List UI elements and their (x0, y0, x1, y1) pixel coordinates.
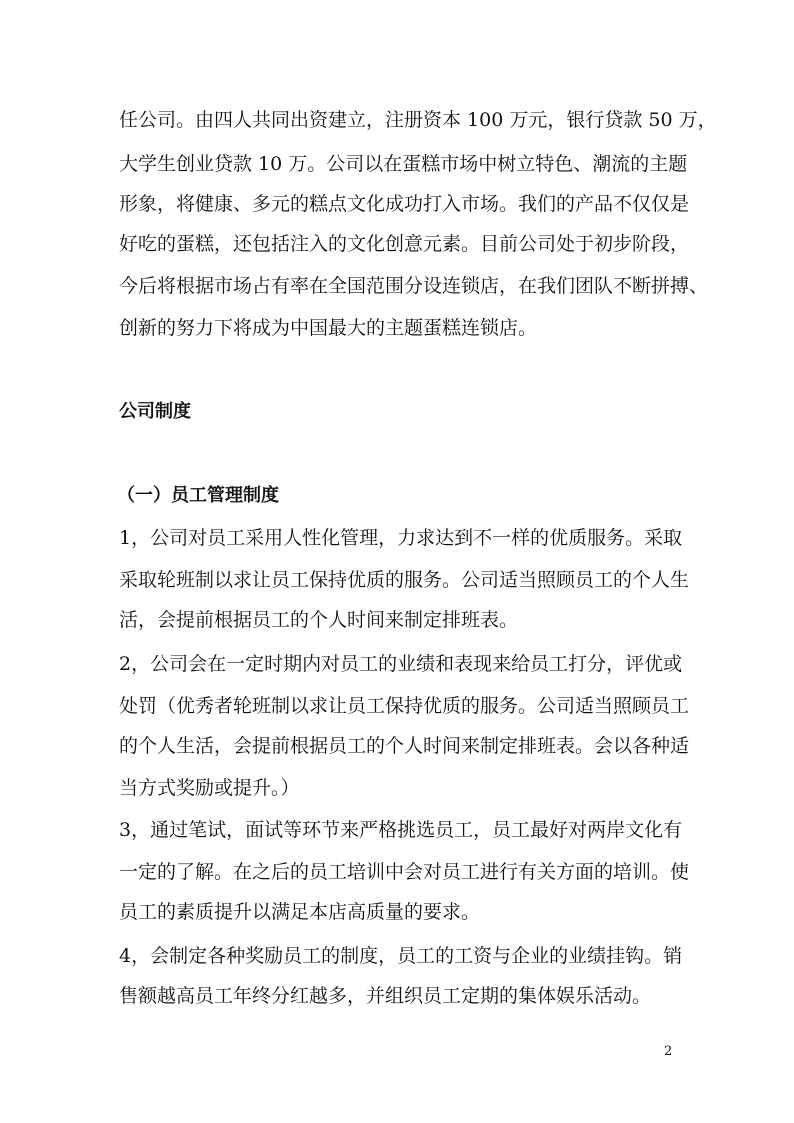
body-line: 一定的了解。在之后的员工培训中会对员工进行有关方面的培训。使 (119, 861, 690, 883)
intro-line: 大学生创业贷款 10 万。公司以在蛋糕市场中树立特色、潮流的主题 (119, 153, 688, 175)
body-line: 的个人生活，会提前根据员工的个人时间来制定排班表。会以各种适 (119, 735, 690, 757)
intro-line: 形象，将健康、多元的糕点文化成功打入市场。我们的产品不仅仅是 (119, 193, 690, 215)
section-title: 公司制度 (119, 401, 191, 422)
intro-line: 好吃的蛋糕，还包括注入的文化创意元素。目前公司处于初步阶段， (119, 233, 690, 255)
page-number: 2 (664, 1044, 673, 1059)
subsection-title: （一）员工管理制度 (117, 485, 279, 506)
body-line: 1，公司对员工采用人性化管理，力求达到不一样的优质服务。采取 (119, 527, 683, 549)
body-line: 2，公司会在一定时期内对员工的业绩和表现来给员工打分，评优或 (119, 653, 683, 675)
body-line: 员工的素质提升以满足本店高质量的要求。 (119, 901, 481, 923)
body-line: 处罚（优秀者轮班制以求让员工保持优质的服务。公司适当照顾员工 (119, 695, 690, 717)
intro-line: 今后将根据市场占有率在全国范围分设连锁店，在我们团队不断拼搏、 (119, 275, 709, 297)
body-line: 售额越高员工年终分红越多，并组织员工定期的集体娱乐活动。 (119, 985, 652, 1007)
intro-line: 任公司。由四人共同出资建立，注册资本 100 万元，银行贷款 50 万， (119, 109, 717, 131)
body-line: 活，会提前根据员工的个人时间来制定排班表。 (119, 609, 519, 631)
intro-line: 创新的努力下将成为中国最大的主题蛋糕连锁店。 (119, 317, 538, 339)
body-line: 当方式奖励或提升。） (119, 777, 300, 799)
body-line: 采取轮班制以求让员工保持优质的服务。公司适当照顾员工的个人生 (119, 569, 690, 591)
body-line: 4，会制定各种奖励员工的制度，员工的工资与企业的业绩挂钩。销 (119, 945, 683, 967)
body-line: 3，通过笔试，面试等环节来严格挑选员工，员工最好对两岸文化有 (119, 819, 683, 841)
